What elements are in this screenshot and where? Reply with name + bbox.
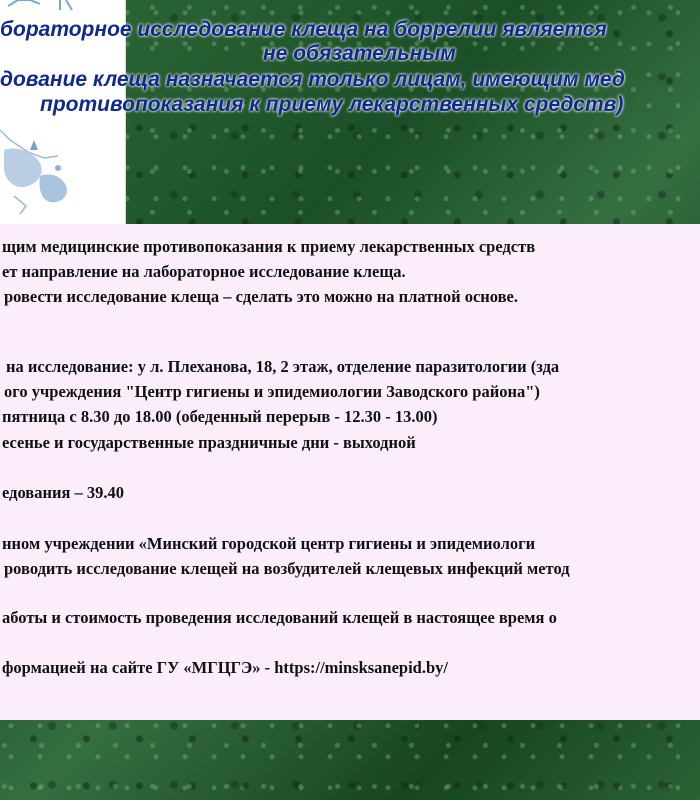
text-line-12: формацией на сайте ГУ «МГЦГЭ» - https://minsksanepid.by/ <box>2 658 448 677</box>
text-line-7: есенье и государственные праздничные дни - выходной <box>2 433 416 452</box>
content-panel <box>0 224 700 720</box>
text-line-5: ого учреждения "Центр гигиены и эпидемиологии Заводского района") <box>4 382 540 401</box>
text-line-6: пятница с 8.30 до 18.00 (обеденный перерыв - 12.30 - 13.00) <box>2 407 438 426</box>
title-line-1: бораторное исследование клеща на боррелии является <box>0 18 607 41</box>
slide-title <box>0 18 700 128</box>
title-line-4: противопоказания к приему лекарственных средств) <box>40 93 624 116</box>
title-line-2: не обязательным <box>263 42 456 65</box>
text-line-11: аботы и стоимость проведения исследований клещей в настоящее время о <box>2 608 557 627</box>
text-line-3: ровести исследование клеща – сделать это можно на платной основе. <box>4 287 518 306</box>
text-line-1: щим медицинские противопоказания к приему лекарственных средств <box>2 237 536 256</box>
title-line-3: дование клеща назначается только лицам, имеющим мед <box>0 68 625 91</box>
text-line-10: роводить исследование клещей на возбудителей клещевых инфекций метод <box>4 559 570 578</box>
text-line-9: нном учреждении «Минский городской центр гигиены и эпидемиологи <box>2 534 536 553</box>
text-line-4: на исследование: у л. Плеханова, 18, 2 этаж, отделение паразитологии (зда <box>6 357 560 376</box>
text-line-2: ет направление на лабораторное исследование клеща. <box>2 262 406 281</box>
text-line-8: едования – 39.40 <box>2 483 125 502</box>
